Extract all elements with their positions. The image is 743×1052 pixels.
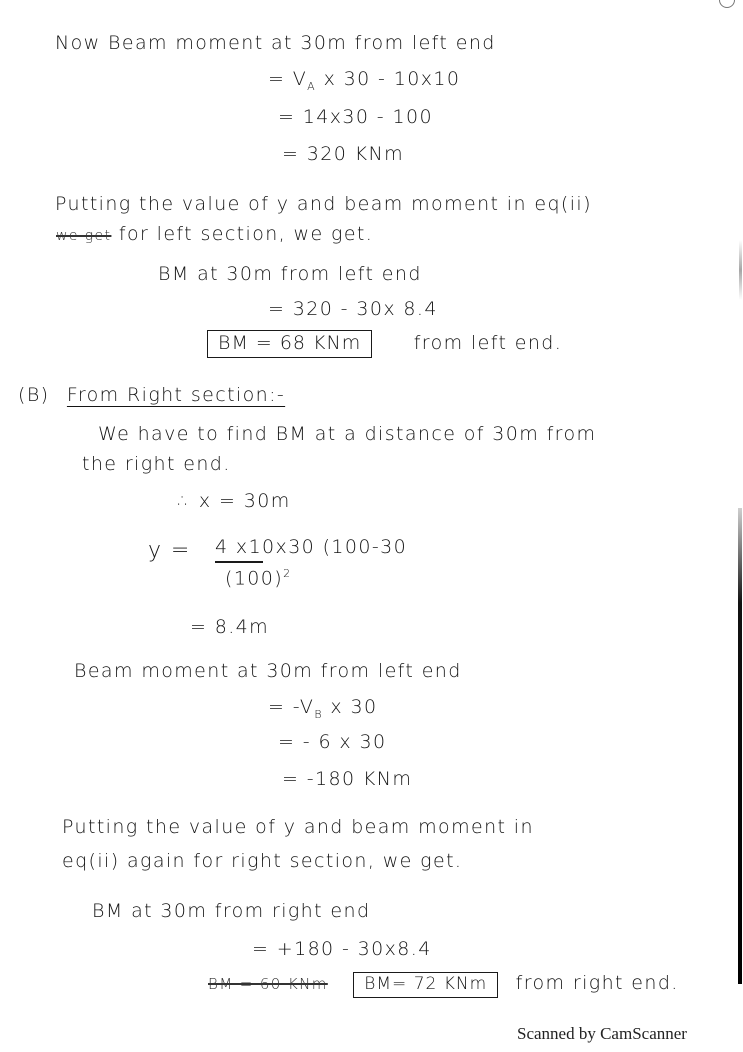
beam-step-3: = -180 KNm xyxy=(282,768,413,790)
putting-right-line-1: Putting the value of y and beam moment in xyxy=(62,816,534,838)
fraction-bar xyxy=(215,561,263,563)
bm-right-result-suffix: from right end. xyxy=(515,972,679,994)
bm-left-result-box: BM = 68 KNm xyxy=(207,330,372,358)
y-numerator: 4 x10x30 (100-30 xyxy=(215,536,408,558)
step1-subscript: A xyxy=(307,79,317,93)
putting-right-line-2: eq(ii) again for right section, we get. xyxy=(62,850,463,872)
scan-edge-bar xyxy=(738,508,742,984)
beam-step-1 xyxy=(268,698,377,720)
y-lhs: y = xyxy=(148,538,191,563)
step1-suffix: x 30 - 10x10 xyxy=(323,68,461,90)
beam-step1-suffix: x 30 xyxy=(330,696,378,718)
bm-left-result-suffix: from left end. xyxy=(413,332,563,354)
putting-line-2-text: for left section, we get. xyxy=(118,223,374,245)
bm-left-calc: = 320 - 30x 8.4 xyxy=(268,298,438,320)
beam-step1-subscript: B xyxy=(314,707,323,721)
putting-values-line-1: Putting the value of y and beam moment in eq(ii) xyxy=(55,193,592,215)
y-result: = 8.4m xyxy=(190,616,270,638)
section-b-text-line-2: the right end. xyxy=(82,453,231,475)
section-b-label: (B) xyxy=(18,384,50,406)
x-equation: ∴ x = 30m xyxy=(178,490,291,512)
beam-step-2: = - 6 x 30 xyxy=(278,731,387,753)
putting-values-line-2 xyxy=(56,225,373,244)
equation-step-1 xyxy=(268,70,460,92)
bm-right-result-row xyxy=(208,972,679,998)
section-b-text-line-1: We have to find BM at a distance of 30m from xyxy=(98,423,597,445)
bm-left-result-row xyxy=(207,330,562,358)
beam-moment-right-intro: Beam moment at 30m from left end xyxy=(74,660,462,682)
y-denominator-base: (100) xyxy=(225,567,284,590)
bm-right-result-box: BM= 72 KNm xyxy=(353,972,498,998)
step1-prefix: = V xyxy=(268,68,308,90)
struck-result: BM = 60 KNm xyxy=(208,975,328,993)
scanner-watermark: Scanned by CamScanner xyxy=(517,1024,687,1043)
section-b-header xyxy=(18,386,285,405)
scan-edge-shadow xyxy=(739,240,742,300)
section-b-heading: From Right section:- xyxy=(66,384,286,406)
bm-right-heading: BM at 30m from right end xyxy=(92,900,371,922)
y-denominator xyxy=(225,568,292,588)
equation-step-3: = 320 KNm xyxy=(282,143,405,165)
bm-left-heading: BM at 30m from left end xyxy=(158,263,422,285)
bm-right-calc: = +180 - 30x8.4 xyxy=(252,938,432,960)
y-denominator-exponent: 2 xyxy=(283,567,292,580)
beam-moment-intro: Now Beam moment at 30m from left end xyxy=(55,32,496,54)
beam-step1-prefix: = -V xyxy=(268,696,315,718)
page-number-circle-icon xyxy=(719,0,735,8)
equation-step-2: = 14x30 - 100 xyxy=(278,106,433,128)
struck-text: we get xyxy=(56,228,112,244)
